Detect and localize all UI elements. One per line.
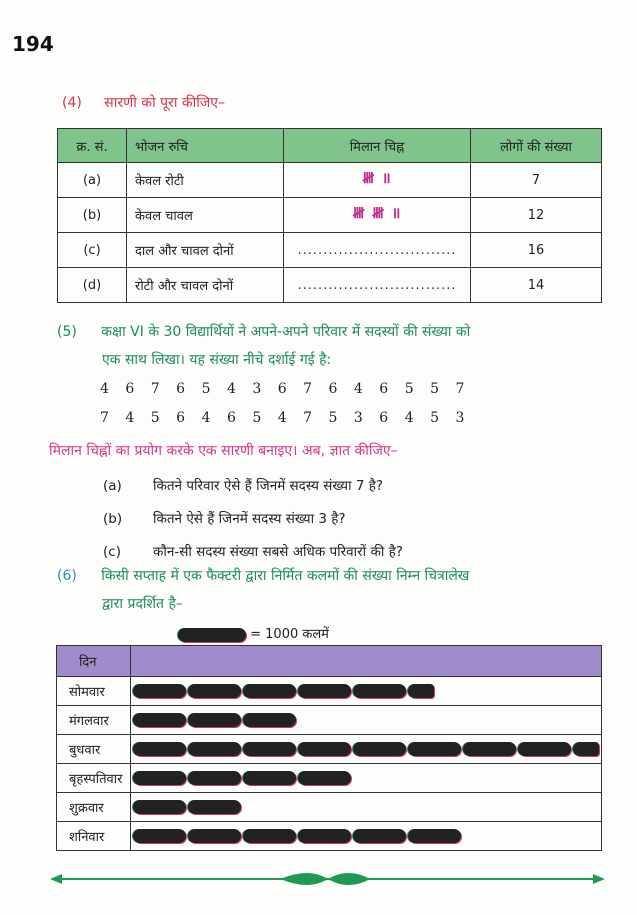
day-label: सोमवार xyxy=(57,677,131,706)
pen-icon xyxy=(133,829,186,843)
day-label: बृहस्पतिवार xyxy=(57,764,131,793)
serial-cell: (c) xyxy=(58,233,127,268)
q5-instruction: मिलान चिह्नों का प्रयोग करके एक सारणी बनाइए। अब, ज्ञात कीजिए– xyxy=(49,443,398,459)
decorative-divider-icon xyxy=(50,868,605,890)
pictograph-table xyxy=(56,645,602,851)
pictograph-header-row xyxy=(57,646,602,677)
data-number: 4 xyxy=(100,381,109,397)
q5-part-a xyxy=(103,470,403,503)
part-text: कौन-सी सदस्य संख्या सबसे अधिक परिवारों की है? xyxy=(153,544,403,560)
pen-icon xyxy=(243,742,296,756)
q5-line1-text: कक्षा VI के 30 विद्यार्थियों ने अपने-अपने परिवार में सदस्यों की संख्या को xyxy=(101,324,471,340)
data-number: 3 xyxy=(252,381,262,397)
count-cell: 12 xyxy=(471,198,602,233)
q5-number: (5) xyxy=(57,324,77,340)
pen-icon xyxy=(518,742,571,756)
pen-icon xyxy=(298,771,351,785)
data-number: 6 xyxy=(226,410,236,426)
pen-icon xyxy=(353,829,406,843)
data-number: 7 xyxy=(150,381,160,397)
header-serial: क्र. सं. xyxy=(58,129,127,163)
data-number: 4 xyxy=(201,410,211,426)
food-preference-table xyxy=(57,128,602,303)
q4-number: (4) xyxy=(62,95,82,111)
data-number: 6 xyxy=(328,381,338,397)
part-text: कितने परिवार ऐसे हैं जिनमें सदस्य संख्या 7 है? xyxy=(153,478,384,494)
q6-line1-text: किसी सप्ताह में एक फैक्टरी द्वारा निर्मित कलमों की संख्या निम्न चित्रालेख xyxy=(101,568,470,584)
tally-blank: ............................... xyxy=(284,268,471,303)
data-number: 5 xyxy=(150,410,160,426)
data-number: 3 xyxy=(455,410,465,426)
day-label: मंगलवार xyxy=(57,706,131,735)
numbers-row-2 xyxy=(100,410,481,426)
food-cell: रोटी और चावल दोनों xyxy=(127,268,284,303)
data-number: 4 xyxy=(277,410,287,426)
header-day: दिन xyxy=(57,646,131,677)
data-number: 6 xyxy=(379,381,389,397)
pen-icon xyxy=(463,742,516,756)
table-row xyxy=(58,163,602,198)
pen-icon xyxy=(133,771,186,785)
table-header-row xyxy=(58,129,602,163)
pen-icon xyxy=(188,713,241,727)
pen-icon xyxy=(188,684,241,698)
pen-icon xyxy=(243,771,296,785)
pen-icon xyxy=(188,800,241,814)
q5-text-block xyxy=(57,318,617,374)
serial-cell: (d) xyxy=(58,268,127,303)
pictograph-row xyxy=(57,735,602,764)
data-number: 4 xyxy=(353,381,363,397)
table-row xyxy=(58,233,602,268)
pen-icon xyxy=(353,684,406,698)
data-number: 6 xyxy=(176,410,186,426)
pen-icon xyxy=(243,684,296,698)
pen-icon xyxy=(188,829,241,843)
q5-part-b xyxy=(103,503,403,536)
data-number: 5 xyxy=(252,410,262,426)
table-row xyxy=(58,268,602,303)
pen-icon xyxy=(408,742,461,756)
pictograph-row xyxy=(57,706,602,735)
food-cell: केवल चावल xyxy=(127,198,284,233)
header-tally: मिलान चिह्न xyxy=(284,129,471,163)
part-label: (c) xyxy=(103,544,121,560)
q6-line2-text: द्वारा प्रदर्शित है– xyxy=(102,596,183,612)
half-pen-icon xyxy=(408,684,434,698)
table-row xyxy=(58,198,602,233)
pen-cell xyxy=(131,735,602,764)
pen-icon xyxy=(243,713,296,727)
pen-cell xyxy=(131,764,602,793)
pen-icon xyxy=(133,742,186,756)
count-cell: 16 xyxy=(471,233,602,268)
day-label: शुक्रवार xyxy=(57,793,131,822)
part-text: कितने ऐसे हैं जिनमें सदस्य संख्या 3 है? xyxy=(153,511,346,527)
count-cell: 7 xyxy=(471,163,602,198)
pen-icon xyxy=(133,684,186,698)
q6-line1 xyxy=(57,562,617,590)
count-cell: 14 xyxy=(471,268,602,303)
header-blank xyxy=(131,646,602,677)
data-number: 6 xyxy=(125,381,135,397)
header-count: लोगों की संख्या xyxy=(471,129,602,163)
pen-icon xyxy=(298,829,351,843)
half-pen-icon xyxy=(573,742,599,756)
pen-icon xyxy=(188,742,241,756)
pictograph-row xyxy=(57,677,602,706)
q5-parts xyxy=(103,470,403,569)
pen-icon xyxy=(353,742,406,756)
serial-cell: (b) xyxy=(58,198,127,233)
data-number: 4 xyxy=(226,381,236,397)
data-number: 4 xyxy=(125,410,135,426)
data-number: 7 xyxy=(303,410,313,426)
day-label: बुधवार xyxy=(57,735,131,764)
pen-cell xyxy=(131,822,602,851)
food-cell: केवल रोटी xyxy=(127,163,284,198)
legend-text: = 1000 कलमें xyxy=(250,627,329,642)
tally-cell: 𝍸 ॥ xyxy=(284,163,471,198)
pictograph-row xyxy=(57,793,602,822)
pen-icon xyxy=(133,713,186,727)
data-number: 5 xyxy=(404,381,414,397)
data-number: 7 xyxy=(100,410,109,426)
pen-icon xyxy=(243,829,296,843)
pen-cell xyxy=(131,793,602,822)
q5-line2-text: एक साथ लिखा। यह संख्या नीचे दर्शाई गई है: xyxy=(102,352,332,368)
pen-icon xyxy=(178,628,246,642)
tally-cell: 𝍸 𝍸 ॥ xyxy=(284,198,471,233)
pen-icon xyxy=(133,800,186,814)
pen-icon xyxy=(298,684,351,698)
pen-cell xyxy=(131,677,602,706)
data-number: 5 xyxy=(430,381,439,397)
q4-heading xyxy=(62,93,225,112)
data-number: 6 xyxy=(277,381,287,397)
data-number: 7 xyxy=(303,381,313,397)
data-number: 6 xyxy=(379,410,389,426)
q6-number: (6) xyxy=(57,568,77,584)
tally-blank: ............................... xyxy=(284,233,471,268)
pen-icon xyxy=(298,742,351,756)
numbers-row-1 xyxy=(100,381,481,397)
data-number: 5 xyxy=(201,381,211,397)
q5-line1 xyxy=(57,318,617,346)
pen-icon xyxy=(408,829,461,843)
data-number: 3 xyxy=(353,410,363,426)
food-cell: दाल और चावल दोनों xyxy=(127,233,284,268)
serial-cell: (a) xyxy=(58,163,127,198)
q6-text-block xyxy=(57,562,617,618)
part-label: (a) xyxy=(103,478,122,494)
pen-cell xyxy=(131,706,602,735)
data-number: 5 xyxy=(430,410,439,426)
pictograph-row xyxy=(57,764,602,793)
pen-icon xyxy=(188,771,241,785)
data-number: 4 xyxy=(404,410,414,426)
data-number: 6 xyxy=(176,381,186,397)
day-label: शनिवार xyxy=(57,822,131,851)
header-food: भोजन रुचि xyxy=(127,129,284,163)
page-number: 194 xyxy=(12,32,54,56)
pictograph-legend xyxy=(178,624,329,642)
data-number: 7 xyxy=(455,381,465,397)
part-label: (b) xyxy=(103,511,123,527)
data-number: 5 xyxy=(328,410,338,426)
q4-text: सारणी को पूरा कीजिए– xyxy=(104,95,226,111)
pictograph-row xyxy=(57,822,602,851)
